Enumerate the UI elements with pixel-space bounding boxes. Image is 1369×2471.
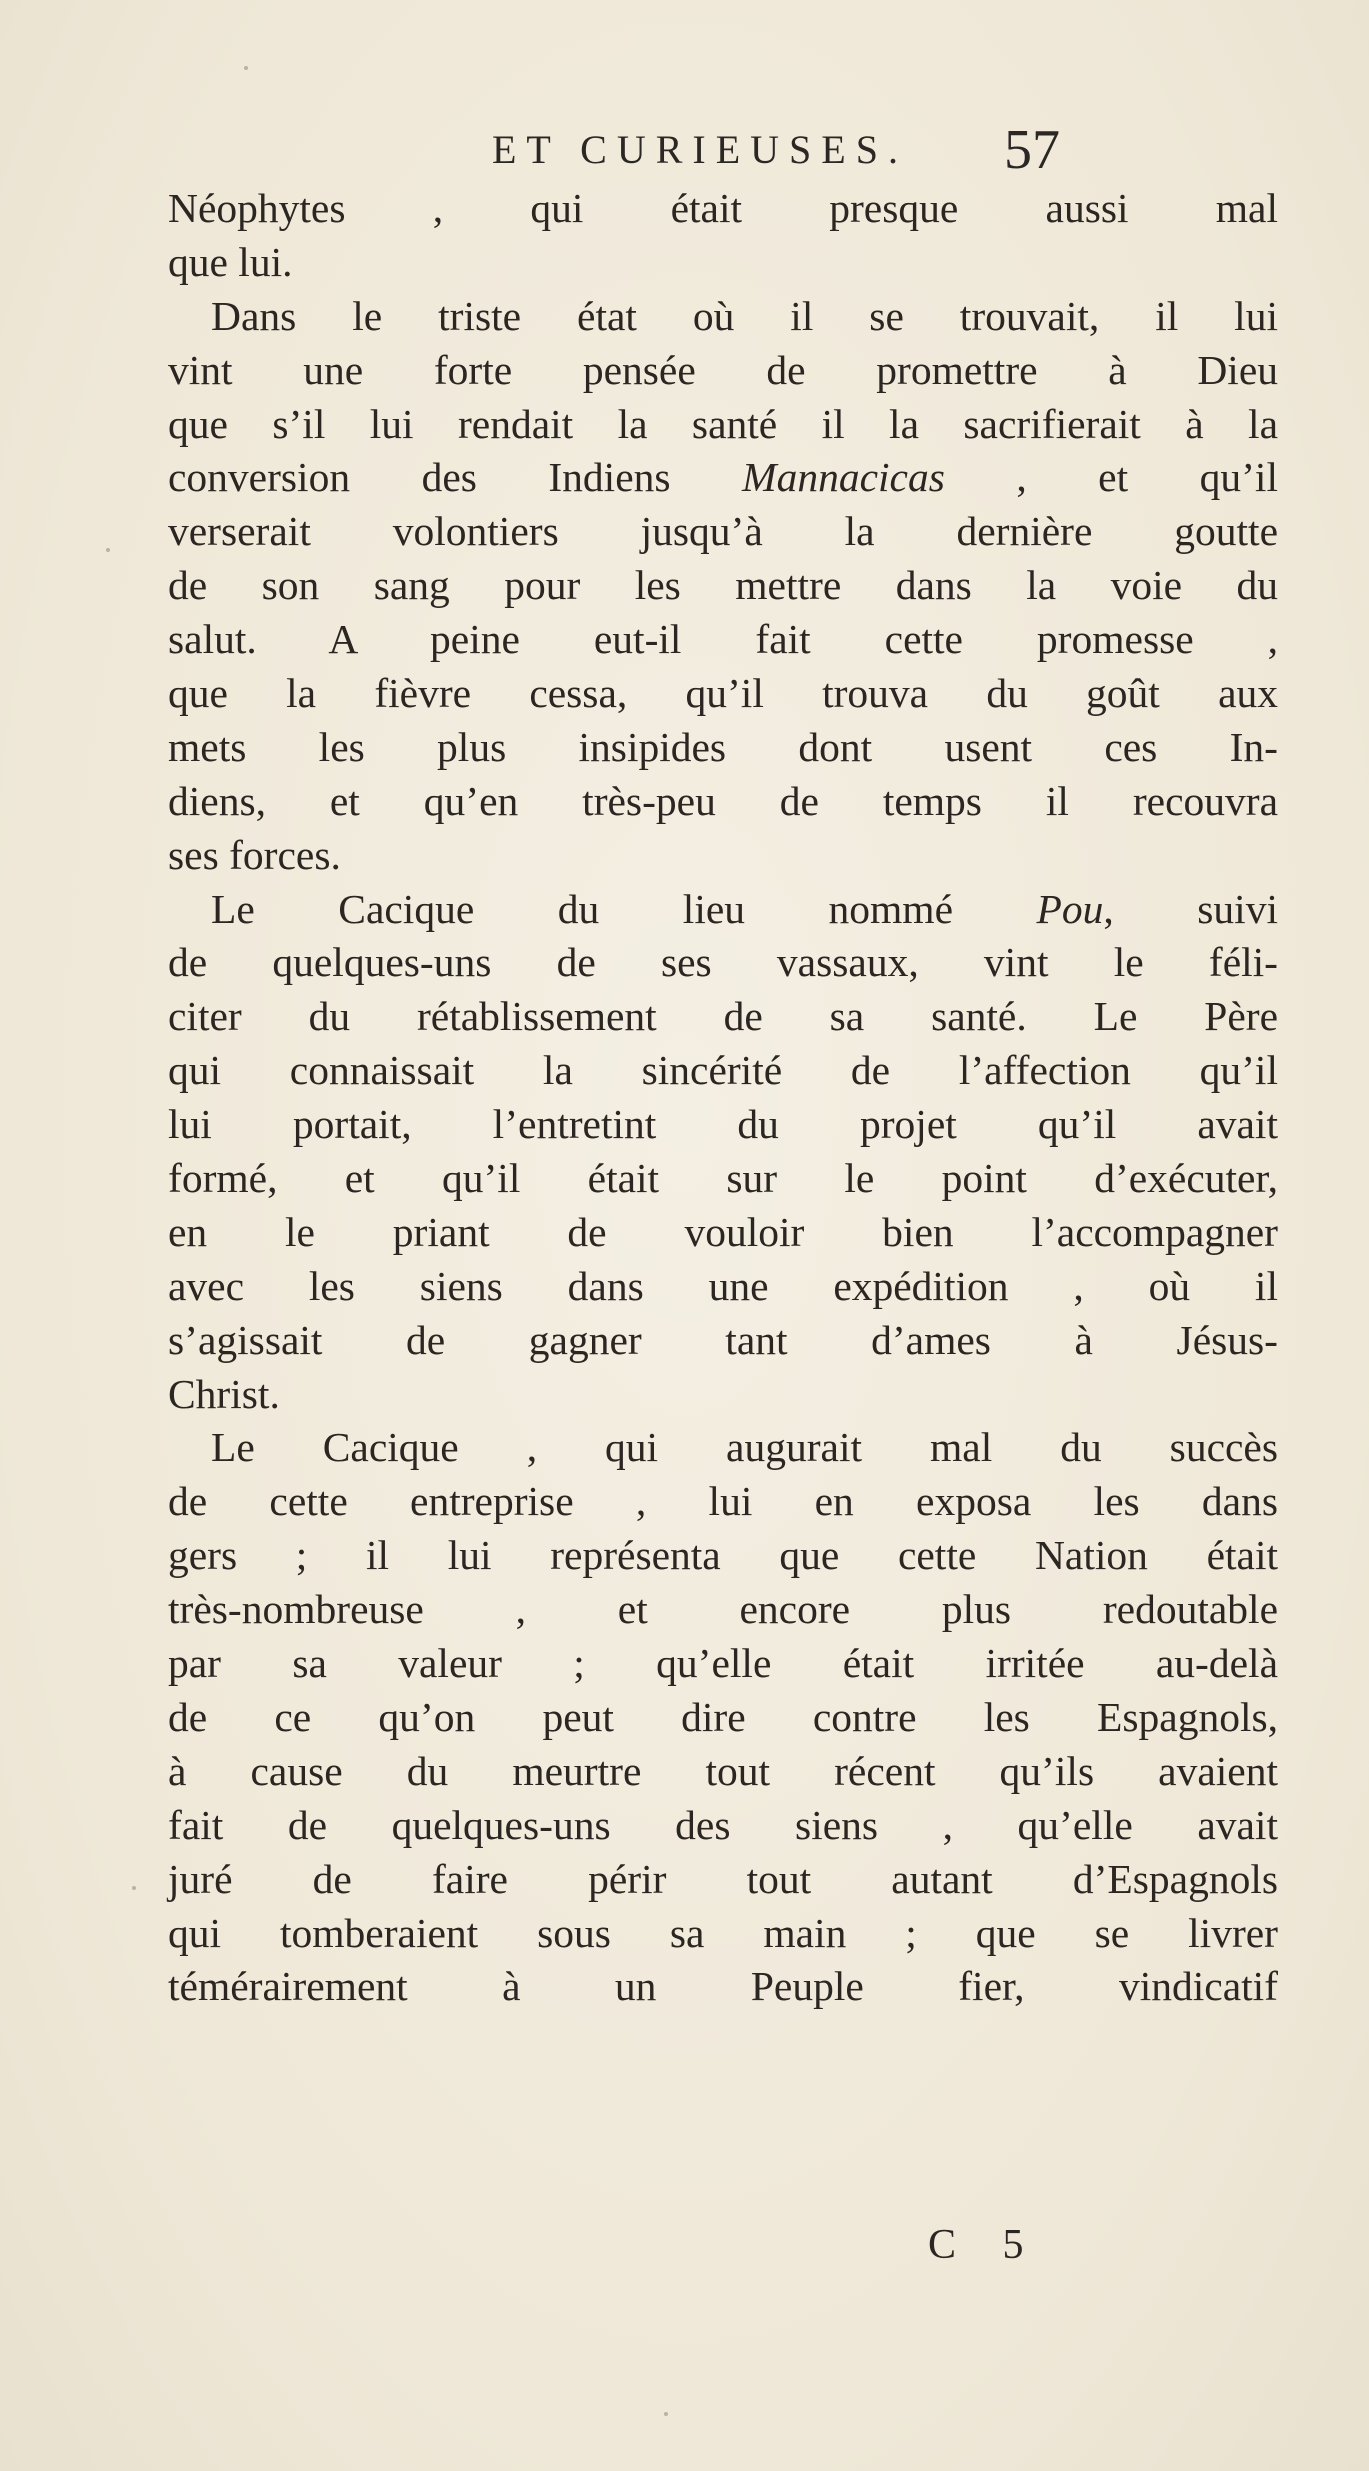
text-run: Le Cacique du lieu nommé (211, 885, 1037, 932)
text-line: avec les siens dans une expédition , où il (168, 1262, 1278, 1309)
text-line: qui tomberaient sous sa main ; que se livrer (168, 1909, 1278, 1956)
text-line (168, 883, 1278, 937)
text-line: citer du rétablissement de sa santé. Le Père (168, 993, 1278, 1040)
text-line: de son sang pour les mettre dans la voie du (168, 562, 1278, 609)
text-line: Néophytes , qui était presque aussi mal (168, 185, 1278, 231)
paper-speck (244, 66, 248, 70)
text-line: vint une forte pensée de promettre à Dieu (168, 346, 1278, 393)
text-line: témérairement à un Peuple fier, vindicatif (168, 1963, 1278, 2010)
text-run: , suivi (1103, 885, 1278, 932)
text-line: à cause du meurtre tout récent qu’ils avaient (168, 1747, 1278, 1794)
text-line: que s’il lui rendait la santé il la sacrifierait à la (168, 400, 1278, 447)
page-header (480, 118, 1060, 181)
text-line: de ce qu’on peut dire contre les Espagnols, (168, 1693, 1278, 1740)
text-line: très-nombreuse , et encore plus redoutable (168, 1586, 1278, 1633)
text-run: conversion des Indiens (168, 454, 743, 501)
text-line: juré de faire périr tout autant d’Espagnols (168, 1855, 1278, 1902)
text-line: que lui. (168, 238, 293, 285)
text-line: ses forces. (168, 831, 341, 878)
text-line: salut. A peine eut-il fait cette promesse , (168, 616, 1278, 663)
text-line: Le Cacique , qui augurait mal du succès (211, 1424, 1278, 1471)
text-line: lui portait, l’entretint du projet qu’il avait (168, 1101, 1278, 1148)
paper-speck (132, 1886, 136, 1890)
text-line: qui connaissait la sincérité de l’affection qu’il (168, 1047, 1278, 1094)
text-line: par sa valeur ; qu’elle était irritée au-delà (168, 1640, 1278, 1687)
italic-name: Mannacicas (742, 454, 945, 501)
paper-speck (106, 548, 110, 552)
text-line: de quelques-uns de ses vassaux, vint le féli- (168, 939, 1278, 986)
page-number: 57 (1004, 119, 1060, 181)
text-line: s’agissait de gagner tant d’ames à Jésus- (168, 1316, 1278, 1363)
text-line: Christ. (168, 1370, 280, 1417)
text-line: diens, et qu’en très-peu de temps il recouvra (168, 777, 1278, 824)
text-line: formé, et qu’il était sur le point d’exécuter, (168, 1155, 1278, 1202)
text-line (168, 451, 1278, 505)
text-run: , et qu’il (944, 454, 1278, 501)
running-head: ET CURIEUSES. (492, 127, 908, 172)
text-line: fait de quelques-uns des siens , qu’elle avait (168, 1801, 1278, 1848)
body-text (168, 182, 1278, 2014)
text-line: Dans le triste état où il se trouvait, il lui (211, 292, 1278, 339)
paper-speck (664, 2412, 668, 2416)
text-line: de cette entreprise , lui en exposa les dans (168, 1478, 1278, 1525)
text-line: verserait volontiers jusqu’à la dernière goutte (168, 508, 1278, 555)
italic-name: Pou (1036, 885, 1104, 932)
text-line: en le priant de vouloir bien l’accompagner (168, 1208, 1278, 1255)
text-line: gers ; il lui représenta que cette Nation était (168, 1532, 1278, 1579)
signature-mark: C 5 (928, 2222, 1042, 2268)
text-line: mets les plus insipides dont usent ces In- (168, 723, 1278, 770)
text-line: que la fièvre cessa, qu’il trouva du goût aux (168, 670, 1278, 717)
